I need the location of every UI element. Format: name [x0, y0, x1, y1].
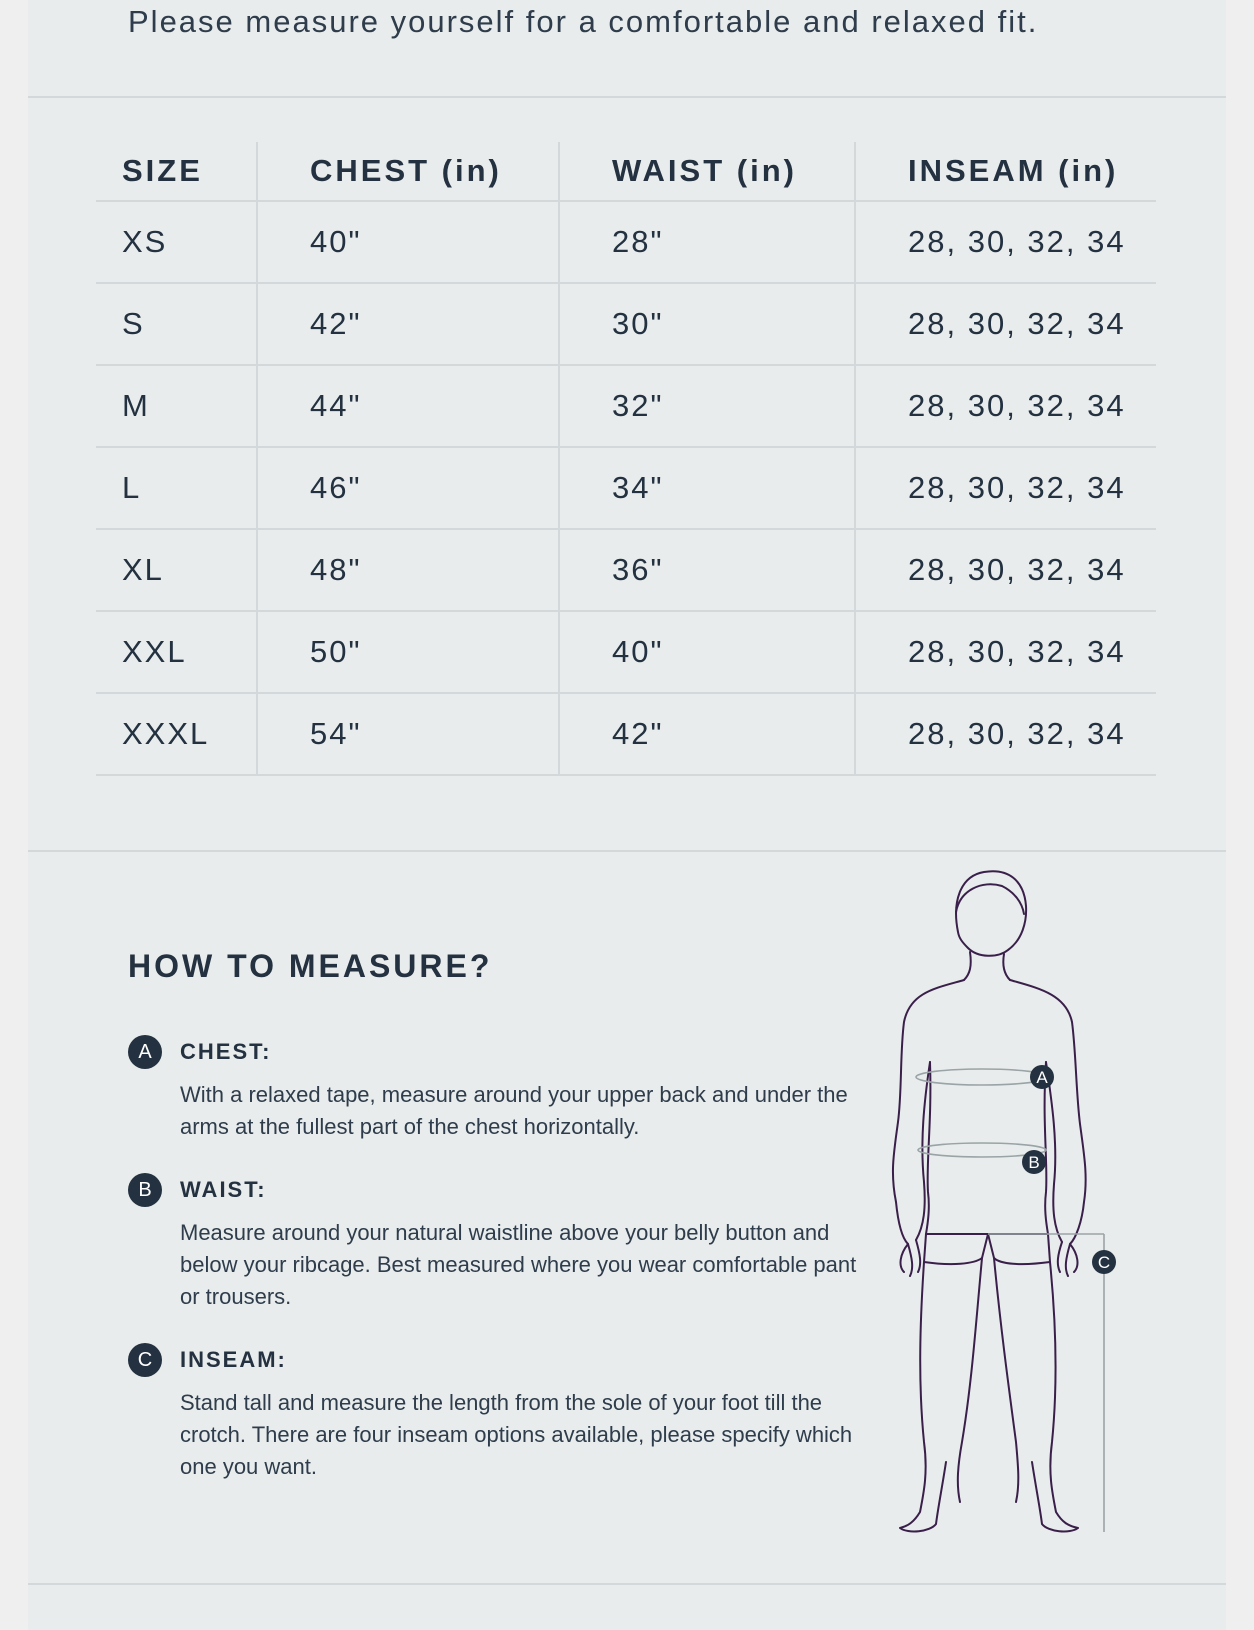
body-measurement-figure-icon	[890, 862, 1150, 1562]
divider	[28, 96, 1226, 98]
step-badge-b: B	[128, 1173, 162, 1207]
waist-cell: 34"	[559, 447, 855, 529]
body-outline	[893, 871, 1086, 1531]
inseam-cell: 28, 30, 32, 34	[855, 365, 1156, 447]
inseam-cell: 28, 30, 32, 34	[855, 529, 1156, 611]
intro-text: Please measure yourself for a comfortable and relaxed fit.	[128, 4, 1039, 39]
svg-text:B: B	[1028, 1153, 1040, 1172]
step-title: CHEST:	[180, 1039, 272, 1064]
chest-guide	[916, 1069, 1048, 1085]
header-chest: CHEST (in)	[257, 142, 559, 201]
inseam-cell: 28, 30, 32, 34	[855, 611, 1156, 693]
table-header-row	[96, 142, 1156, 201]
step-title: WAIST:	[180, 1177, 267, 1202]
table-row	[96, 365, 1156, 447]
measurement-guides	[916, 1069, 1104, 1532]
chest-cell: 46"	[257, 447, 559, 529]
divider	[28, 1583, 1226, 1585]
waist-cell: 32"	[559, 365, 855, 447]
chest-cell: 44"	[257, 365, 559, 447]
table-row	[96, 611, 1156, 693]
chest-cell: 50"	[257, 611, 559, 693]
waist-cell: 30"	[559, 283, 855, 365]
size-cell: L	[96, 447, 257, 529]
size-cell: XL	[96, 529, 257, 611]
header-size: SIZE	[96, 142, 257, 201]
inseam-cell: 28, 30, 32, 34	[855, 283, 1156, 365]
step-description: With a relaxed tape, measure around your upper back and under the arms at the fullest part of the chest horizontally.	[180, 1082, 848, 1139]
inseam-cell: 28, 30, 32, 34	[855, 201, 1156, 283]
svg-text:A: A	[1036, 1068, 1048, 1087]
waist-cell: 40"	[559, 611, 855, 693]
size-cell: XXXL	[96, 693, 257, 775]
inseam-cell: 28, 30, 32, 34	[855, 447, 1156, 529]
header-inseam: INSEAM (in)	[855, 142, 1156, 201]
waist-cell: 28"	[559, 201, 855, 283]
chest-cell: 54"	[257, 693, 559, 775]
chest-cell: 48"	[257, 529, 559, 611]
inseam-cell: 28, 30, 32, 34	[855, 693, 1156, 775]
table-row	[96, 529, 1156, 611]
waist-cell: 42"	[559, 693, 855, 775]
step-badge-a: A	[128, 1035, 162, 1069]
table-row	[96, 693, 1156, 775]
table-row	[96, 447, 1156, 529]
step-description: Measure around your natural waistline above your belly button and below your ribcage. Best measured where you wear comfortable pant or trousers.	[180, 1220, 857, 1309]
table-row	[96, 201, 1156, 283]
step-description: Stand tall and measure the length from the sole of your foot till the crotch. There are four inseam options available, please specify which one you want.	[180, 1390, 853, 1479]
how-to-measure-title: HOW TO MEASURE?	[128, 948, 493, 984]
size-cell: S	[96, 283, 257, 365]
figure-label-c	[1092, 1250, 1116, 1274]
header-waist: WAIST (in)	[559, 142, 855, 201]
figure-label-a	[1030, 1065, 1054, 1089]
chest-cell: 42"	[257, 283, 559, 365]
chest-cell: 40"	[257, 201, 559, 283]
size-chart-table	[96, 142, 1156, 776]
size-cell: M	[96, 365, 257, 447]
step-title: INSEAM:	[180, 1347, 287, 1372]
figure-label-b	[1022, 1150, 1046, 1174]
table-row	[96, 283, 1156, 365]
svg-text:C: C	[1097, 1253, 1111, 1272]
step-badge-c: C	[128, 1343, 162, 1377]
divider	[28, 850, 1226, 852]
waist-cell: 36"	[559, 529, 855, 611]
size-cell: XS	[96, 201, 257, 283]
size-cell: XXL	[96, 611, 257, 693]
